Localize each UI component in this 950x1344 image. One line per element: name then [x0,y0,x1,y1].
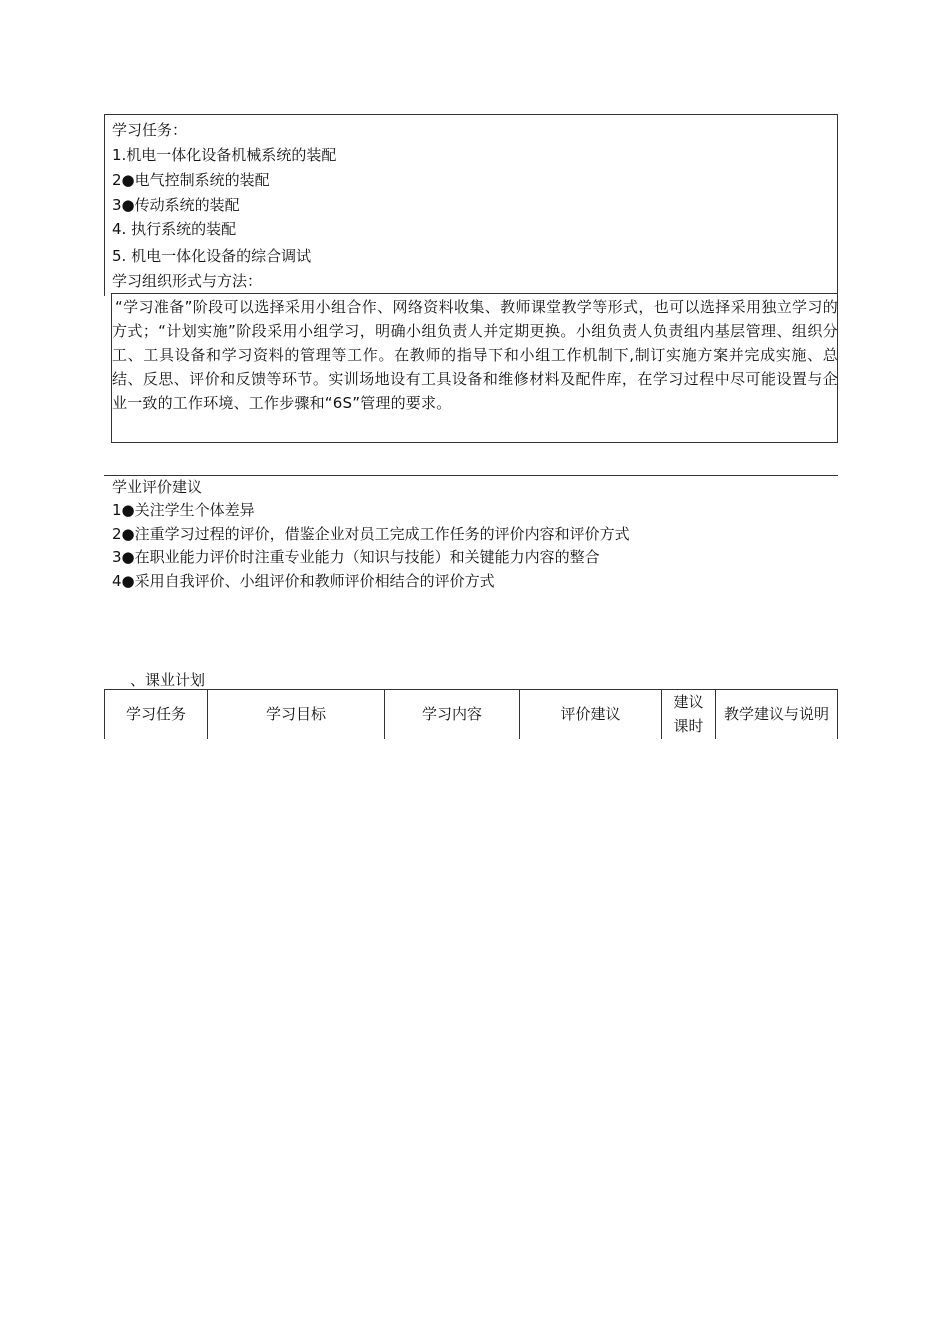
column-header-notes [715,689,838,739]
column-header-label: 评价建议 [560,705,621,723]
organization-heading: 学习组织形式与方法： [112,272,263,290]
organization-paragraph: “学习准备”阶段可以选择采用小组合作、网络资料收集、教师课堂教学等形式，也可以选择采用独立学习的方式；“计划实施”阶段采用小组学习，明确小组负责人并定期更换。小组负责人负责组内基层管理、组织分工、工具设备和学习资料的管理等工作。在教师的指导下和小组工作机制下,制订实施方案并完成实施、总结、反思、评价和反馈等环节。实训场地设有工具设备和维修材料及配件库，在学习过程中尽可能设置与企业一致的工作环境、工作步骤和“6S”管理的要求。 [112,298,838,412]
column-header-evaluation [519,689,661,739]
evaluation-divider [104,475,838,476]
column-header-content [384,689,519,739]
evaluation-item: 4●采用自我评价、小组评价和教师评价相结合的评价方式 [112,572,495,590]
column-header-label: 学习内容 [421,705,482,723]
evaluation-heading: 学业评价建议 [112,478,203,496]
column-header-label: 教学建议与说明 [724,705,830,723]
column-header-label: 学习任务 [125,705,186,723]
task-item: 4. 执行系统的装配 [112,220,237,238]
tasks-heading: 学习任务： [112,121,188,139]
task-item: 1.机电一体化设备机械系统的装配 [112,146,337,164]
evaluation-item: 2●注重学习过程的评价，借鉴企业对员工完成工作任务的评价内容和评价方式 [112,525,630,543]
task-item: 3●传动系统的装配 [112,196,240,214]
column-header-task [104,689,207,739]
column-header-goal [207,689,384,739]
column-header-hours [661,689,715,739]
task-item: 5. 机电一体化设备的综合调试 [112,247,312,265]
task-item: 2●电气控制系统的装配 [112,171,270,189]
evaluation-item: 1●关注学生个体差异 [112,501,255,519]
evaluation-item: 3●在职业能力评价时注重专业能力（知识与技能）和关键能力内容的整合 [112,548,600,566]
plan-heading: 、课业计划 [130,671,206,689]
column-header-label: 建议课时 [673,693,704,735]
column-header-label: 学习目标 [265,705,326,723]
